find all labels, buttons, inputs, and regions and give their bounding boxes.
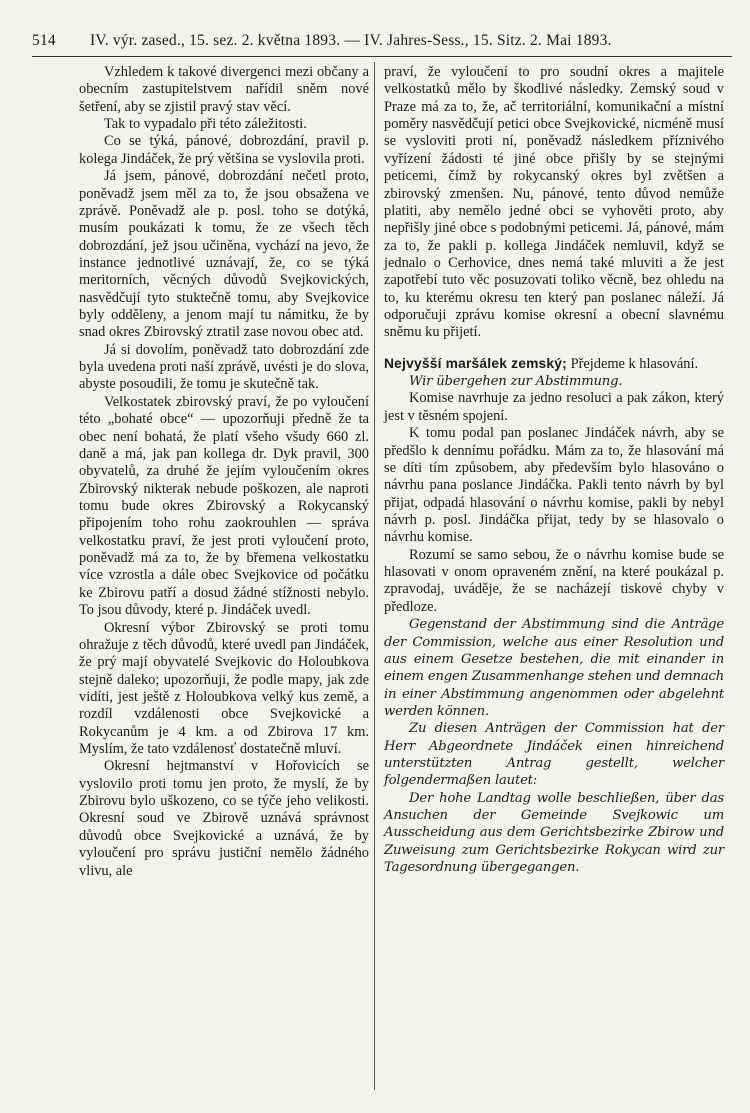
paragraph: Tak to vypadalo při této záležitosti. [104,116,307,133]
german-paragraph: Gegenstand der Abstimmung sind die Anträge der Commission, welche aus einer Resolution und aus einem Gesetze bestehen, die mit einander in einem engen Zusammenhange stehen und demnach in einer Abstimmung angenommen oder abgelehnt werden können. [384,617,724,719]
left-column [79,64,369,880]
paragraph: Vzhledem k takové divergenci mezi občany a obecním zastupitelstvem nařídil sněm nové šetření, aby se zjistil pravý stav věcí. [79,64,369,115]
running-header [32,32,732,54]
paragraph: K tomu podal pan poslanec Jindáček návrh, aby se předšlo k dennímu pořádku. Mám za to, že hlasování má se díti tím způsobem, aby především bylo hlasováno o návrhu pana poslance Jindáčka. Pakli tento návrh by byl přijat, odpadá hlasování o návrhu komise, pakli by nebyl návrh p. posl. Jindáčka přijat, tedy by se hlasovalo o návrhu komise. [384,425,724,546]
header-title: IV. výr. zased., 15. sez. 2. května 1893. — IV. Jahres-Sess., 15. Sitz. 2. Mai 1893. [90,32,612,49]
header-rule [32,56,732,57]
page-number: 514 [32,32,56,49]
speaker-paragraph [384,355,724,373]
paragraph: Komise navrhuje za jedno resoluci a pak zákon, který jest v těsném spojení. [384,390,724,424]
paragraph: Co se týká, pánové, dobrozdání, pravil p. kolega Jindáček, že prý většina se vyslovila proti. [79,133,369,167]
spacer [384,342,724,355]
paragraph: Já jsem, pánové, dobrozdání nečetl proto, poněvadž jsem měl za to, že jsou obsažena ve zprávě. Poněvadž ale p. posl. toho se dotýká, musím poukázati k tomu, že ze všech těch dobrozdání, jež jsou učiněna, vychází na jevo, že instance jednotlivé uznávají, že, co se týká meritorních, věcných důvodů Svejkovických, nasvědčují tyto stuktečně tomu, aby Svejkovice byly odděleny, a jenom mají tu námitku, že by snad okres Zbirovský ztratil zase novou obec atd. [79,168,369,341]
paragraph: Rozumí se samo sebou, že o návrhu komise bude se hlasovati v onom opraveném znění, na které poukázal p. zpravodaj, uváděje, že se nacházejí tiskové chyby v předloze. [384,546,724,615]
speaker-name: Nejvyšší maršálek zemský; [384,355,567,371]
german-paragraph: Zu diesen Anträgen der Commission hat der Herr Abgeordnete Jindáček einen hinreichend unterstützten Antrag gestellt, welcher folgendermaßen lautet: [384,721,724,789]
paragraph: Okresní výbor Zbirovský se proti tomu ohražuje z těch důvodů, které uvedl pan Jindáček, že prý mají obyvatelé Svejkovic do Holoubkova stejně daleko; upozorňuji, že podle mapy, jak zde vidíti, jest ještě z Holoubkova velký kus země, a rozdíl vzdálenosti obce Svejkovické a Rokycanům je 4 km. a od Zbirova 17 km. Myslím, že tato vzdálenosť dostatečně mluví. [79,619,369,758]
column-separator [374,62,375,1090]
german-paragraph: Der hohe Landtag wolle beschließen, über das Ansuchen der Gemeinde Svejkowic um Ausscheidung aus dem Gerichtsbezirke Zbirow und Zuweisung zum Gerichtsbezirke Rokycan wird zur Tagesordnung übergegangen. [384,790,724,876]
german-paragraph: Wir übergehen zur Abstimmung. [409,374,623,390]
paragraph: Velkostatek zbirovský praví, že po vyloučení této „bohaté obce“ — upozorňuji předně že ta obec není bohatá, že platí všeho všudy 660 zl. daně a má, jak pan kollega dr. Dyk pravil, 300 obyvatelů, za druhé že jejím vyloučením okres Zbirovský nikterak nebude poškozen, ale naproti tomu bude okres Zbirovský a Rokycanský připojením toho rohu zaokrouhlen — správa velkostatku praví, že jest proti vyloučení proto, poněvadž má za to, že by břemena velkostatku více vzrostla a dále obec Svejkovice od počátku ke Zbirovu patří a dosud žádné stížnosti nebylo. To jsou důvody, které p. Jindáček uvedl. [79,393,369,619]
paragraph: Já si dovolím, poněvadž tato dobrozdání zde byla uvedena proti naší zprávě, uvésti je do slova, abyste posoudili, že tomu je skutečně tak. [79,341,369,393]
paragraph: praví, že vyloučení to pro soudní okres a majitele velkostatků mělo by škodlivé následky. Zemský soud v Praze má za to, že, ač territoriální, komunikační a místní poměry nasvědčují petici obce Svejkovické, nicméně musí se vysloviti proti ní, poněvadž následkem příznivého vyřízení žádosti té jiné obce přišly by se stejnými peticemi, čímž by rokycanský okres byl zvětšen a zbirovský zmenšen. Nu, pánové, tento důvod nemůže platiti, aby nemělo jedné obci se vyhověti proto, aby nepřišly jiné obce s podobnými peticemi. Já, pánové, mám za to, že pakli p. kollega Jindáček nemluvil, když se jednalo o Cerhovice, dnes nemá také mluviti a že jest zapotřebí tuto věc posuzovati toliko věcně, bez ohledu na to, ku kterému okresu ten který pan poslanec náleží. Já odporučuji zprávu komise okresní a obecní slavnému sněmu ku přijetí. [384,64,724,341]
paragraph: Okresní hejtmanství v Hořovicích se vyslovilo proti tomu jen proto, že myslí, že by Zbirovu bylo uškozeno, co se týče jeho velikosti. Okresní soud ve Zbirově uznává správnost důvodů obce Svejkovické a uznává, že by vyloučení pro správu justiční nemělo žádného vlivu, ale [79,758,369,879]
speaker-text: Přejdeme k hlasování. [570,355,699,372]
right-column [384,64,724,877]
